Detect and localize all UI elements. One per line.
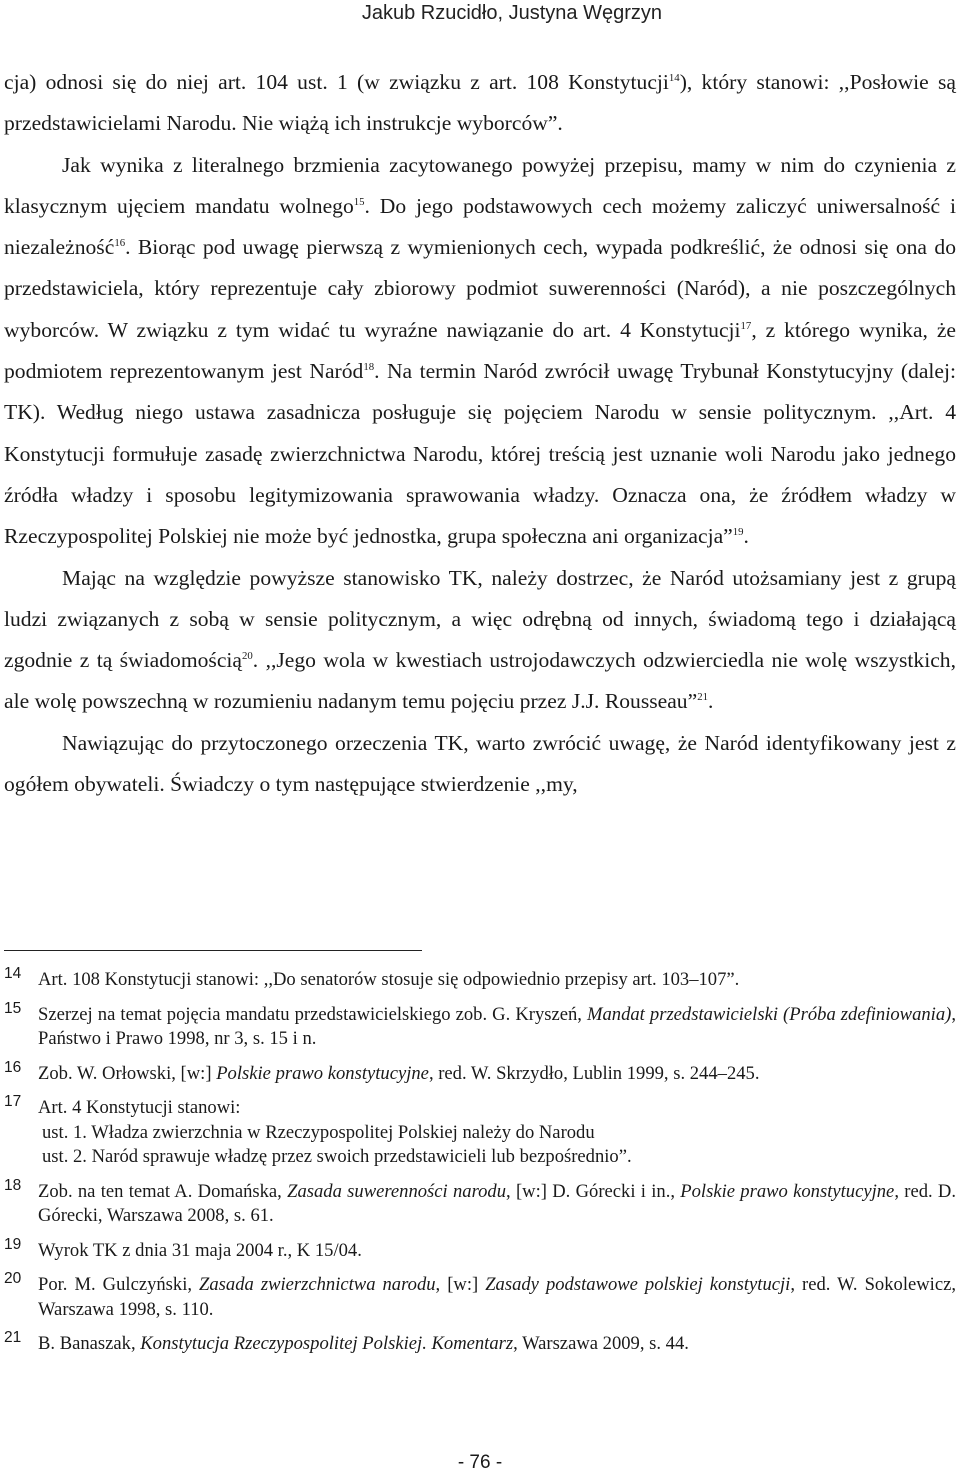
cited-title: Zasady podstawowe polskiej konstytucji [485, 1274, 791, 1295]
cited-title: Zasada suwerenności narodu [287, 1180, 507, 1202]
paragraph-1: cja) odnosi się do niej art. 104 ust. 1 (w związku z art. 108 Konstytucji$^{14}$), który stanowi: ,,Posłowie są przedstawicielami Narodu. Nie wiążą ich instrukcje wyborców”. [4, 70, 956, 136]
cited-title: Polskie prawo konstytucyjne [680, 1180, 895, 1202]
paragraph-3: Mając na względzie powyższe stanowisko TK, należy dostrzec, że Naród utożsamiany jest z grupą ludzi związanych z sobą w sensie politycznym, a więc odrębną od innych, świadomą tego i działającą zgodnie z tą świadomością$^{20}$. ,,Jego wola w kwestiach ustrojodawczych odzwierciedla nie wolę wszystkich, ale wolę powszechną w rozumieniu nadanym temu pojęciu przez J.J. Rousseau”$^{21}$. [4, 565, 956, 714]
footnote-number: 18 [4, 1176, 22, 1194]
footnote-number: 14 [4, 965, 22, 982]
footnote-ref-15[interactable]: 15 [353, 195, 365, 208]
footnote-14: 14 Art. 108 Konstytucji stanowi: ,,Do senatorów stosuje się odpowiednio przepisy art. 103–107”. [0, 968, 956, 993]
footnote-number: 15 [4, 999, 22, 1017]
running-header: Jakub Rzucidło, Justyna Węgrzyn [361, 2, 662, 24]
footnote-18: 18 Zob. na ten temat A. Domańska, Zasada suwerenności narodu, [w:] D. Górecki i in., Polskie prawo konstytucyjne, red. D. Górecki, Warszawa 2008, s. 61. [0, 1180, 956, 1229]
paragraph-2: Jak wynika z literalnego brzmienia zacytowanego powyżej przepisu, mamy w nim do czynienia z klasycznym ujęciem mandatu wolnego$^{15}$. Do jego podstawowych cech możemy zaliczyć uniwersalność i niezależność$^{16}$. Biorąc pod uwagę pierwszą z wymienionych cech, wypada podkreślić, że odnosi się ona do przedstawiciela, który reprezentuje cały zbiorowy podmiot suwerenności (Naród), a nie poszczególnych wyborców. W związku z tym widać tu wyraźne nawiązanie do art. 4 Konstytucji$^{17}$, z którego wynika, że podmiotem reprezentowanym jest Naród$^{18}$. Na termin Naród zwrócił uwagę Trybunał Konstytucyjny (dalej: TK). Według niego ustawa zasadnicza posługuje się pojęciem Narodu w sensie politycznym. ,,Art. 4 Konstytucji formułuje zasadę zwierzchnictwa Narodu, której treścią jest uznanie woli Narodu jako jednego źródła władzy i sposobu legitymizowania sprawowania władzy. Oznacza ona, że źródłem władzy w Rzeczypospolitej Polskiej nie może być jednostka, grupa społeczna ani organizacja”$^{19}$. [4, 152, 956, 549]
main-text [4, 62, 956, 805]
footnote-ref-16[interactable]: 16 [114, 237, 126, 249]
footnote-number: 17 [4, 1093, 22, 1110]
footnote-number: 16 [4, 1058, 22, 1076]
footnote-16: 16 Zob. W. Orłowski, [w:] Polskie prawo konstytucyjne, red. W. Skrzydło, Lublin 1999, s. 244–245. [0, 1062, 956, 1087]
footnote-ref-19[interactable]: 19 [732, 526, 744, 539]
footnote-number: 19 [4, 1235, 22, 1253]
footnotes [0, 965, 957, 1367]
footnote-ref-21[interactable]: 21 [697, 691, 708, 704]
page-number: - 76 - [457, 1452, 503, 1473]
footnote-ref-14[interactable]: 14 [668, 71, 680, 84]
cited-title: Polskie prawo konstytucyjne [216, 1062, 429, 1084]
cited-title: Zasada zwierzchnictwa narodu [199, 1274, 436, 1295]
footnote-separator [4, 950, 422, 951]
footnote-ref-18[interactable]: 18 [363, 360, 375, 373]
footnote-15: 15 Szerzej na temat pojęcia mandatu przedstawicielskiego zob. G. Kryszeń, Mandat przedstawicielski (Próba zdefiniowania), Państwo i Prawo 1998, nr 3, s. 15 i n. [0, 1003, 956, 1052]
cited-title: Mandat przedstawicielski (Próba zdefiniowania) [587, 1003, 952, 1025]
cited-title: Konstytucja Rzeczypospolitej Polskiej. Komentarz [140, 1333, 514, 1354]
footnote-number: 20 [4, 1270, 22, 1287]
footnote-19: 19 Wyrok TK z dnia 31 maja 2004 r., K 15/04. [0, 1239, 956, 1264]
footnote-21: 21 B. Banaszak, Konstytucja Rzeczypospolitej Polskiej. Komentarz, Warszawa 2009, s. 44. [0, 1332, 956, 1357]
paragraph-4: Nawiązując do przytoczonego orzeczenia TK, warto zwrócić uwagę, że Naród identyfikowany jest z ogółem obywateli. Świadczy o tym następujące stwierdzenie ,,my, [4, 730, 956, 797]
footnote-ref-20[interactable]: 20 [242, 649, 253, 662]
footnote-20: 20 Por. M. Gulczyński, Zasada zwierzchnictwa narodu, [w:] Zasady podstawowe polskiej konstytucji, red. W. Sokolewicz, Warszawa 1998, s. 110. [0, 1273, 956, 1322]
footnote-ref-17[interactable]: 17 [740, 319, 752, 332]
footnote-17: 17 Art. 4 Konstytucji stanowi: ust. 1. Władza zwierzchnia w Rzeczypospolitej Polskiej należy do Narodu ust. 2. Naród sprawuje władzę przez swoich przedstawicieli lub bezpośrednio”. [0, 1096, 956, 1170]
footnote-number: 21 [4, 1329, 22, 1346]
